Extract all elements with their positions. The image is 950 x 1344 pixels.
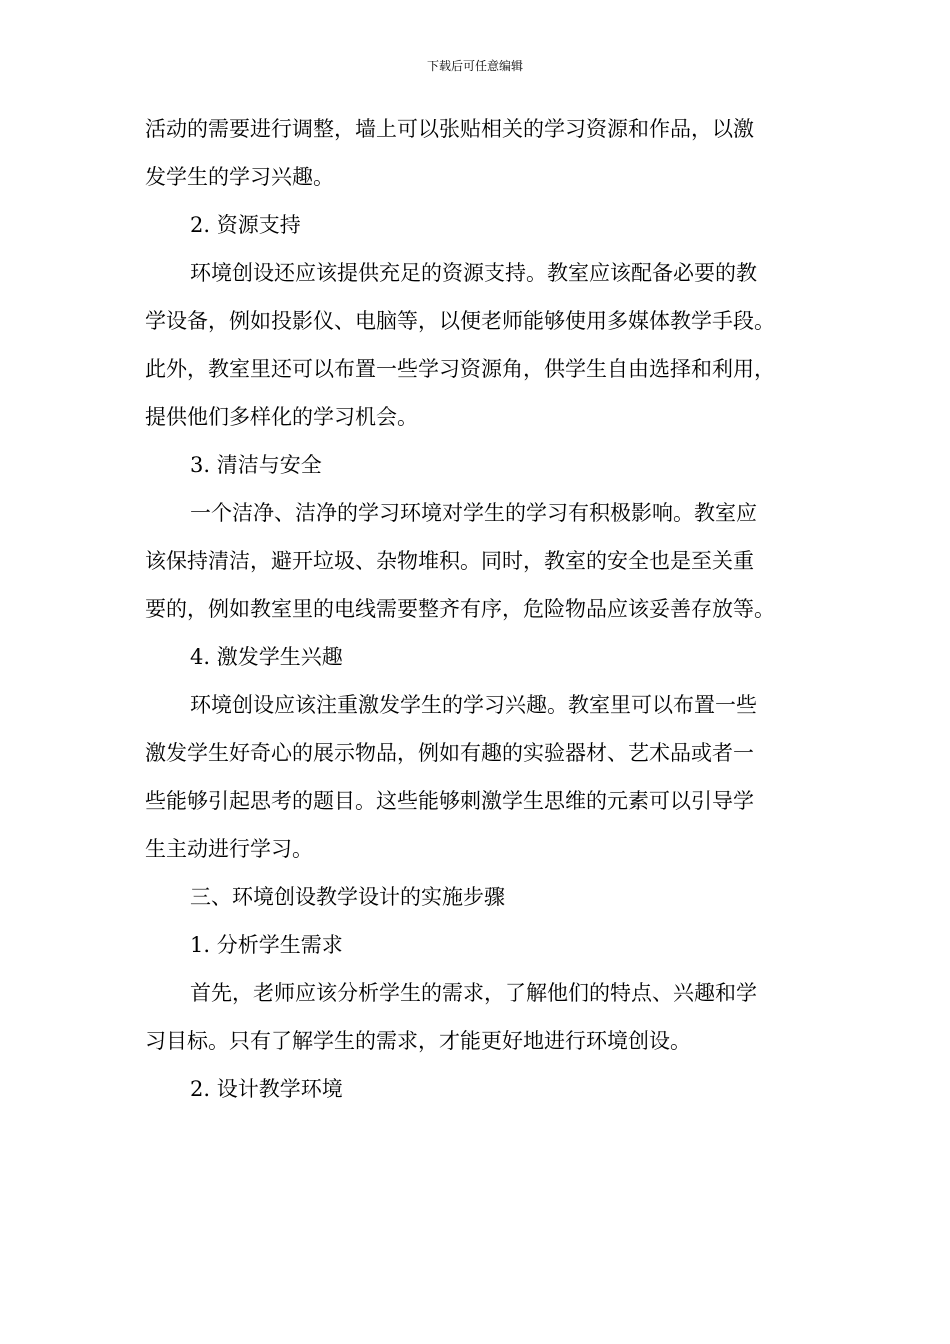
heading-text: 三、环境创设教学设计的实施步骤 (190, 885, 505, 909)
heading-text: 4. 激发学生兴趣 (190, 645, 343, 669)
heading-text: 2. 设计教学环境 (190, 1077, 343, 1101)
document-body (145, 105, 807, 1113)
section-heading-interest (145, 633, 807, 681)
section-heading-cleanliness-safety (145, 441, 807, 489)
heading-text: 3. 清洁与安全 (190, 453, 322, 477)
heading-text: 1. 分析学生需求 (190, 933, 343, 957)
text-line: 活动的需要进行调整，墙上可以张贴相关的学习资源和作品，以激 (145, 117, 754, 141)
text-line: 生主动进行学习。 (145, 837, 313, 861)
heading-text: 2. 资源支持 (190, 213, 301, 237)
page-header: 下载后可任意编辑 (426, 59, 523, 73)
paragraph-continuation (145, 105, 807, 201)
text-line: 提供他们多样化的学习机会。 (145, 405, 418, 429)
paragraph-cleanliness-safety (145, 489, 807, 633)
section-heading-analyze-needs (145, 921, 807, 969)
section-heading-implementation-steps (145, 873, 807, 921)
section-heading-design-environment (145, 1065, 807, 1113)
text-line: 习目标。只有了解学生的需求，才能更好地进行环境创设。 (145, 1029, 691, 1053)
text-line: 些能够引起思考的题目。这些能够刺激学生思维的元素可以引导学 (145, 789, 754, 813)
text-line: 学设备，例如投影仪、电脑等，以便老师能够使用多媒体教学手段。 (145, 309, 775, 333)
text-line: 发学生的学习兴趣。 (145, 165, 334, 189)
text-line: 该保持清洁，避开垃圾、杂物堆积。同时，教室的安全也是至关重 (145, 549, 754, 573)
text-line: 环境创设还应该提供充足的资源支持。教室应该配备必要的教 (190, 261, 757, 285)
paragraph-interest (145, 681, 807, 873)
paragraph-resource-support (145, 249, 807, 441)
paragraph-analyze-needs (145, 969, 807, 1065)
text-line: 一个洁净、洁净的学习环境对学生的学习有积极影响。教室应 (190, 501, 757, 525)
text-line: 激发学生好奇心的展示物品，例如有趣的实验器材、艺术品或者一 (145, 741, 754, 765)
section-heading-resource-support (145, 201, 807, 249)
text-line: 此外，教室里还可以布置一些学习资源角，供学生自由选择和利用， (145, 357, 775, 381)
text-line: 环境创设应该注重激发学生的学习兴趣。教室里可以布置一些 (190, 693, 757, 717)
text-line: 要的，例如教室里的电线需要整齐有序，危险物品应该妥善存放等。 (145, 597, 775, 621)
text-line: 首先，老师应该分析学生的需求，了解他们的特点、兴趣和学 (190, 981, 757, 1005)
